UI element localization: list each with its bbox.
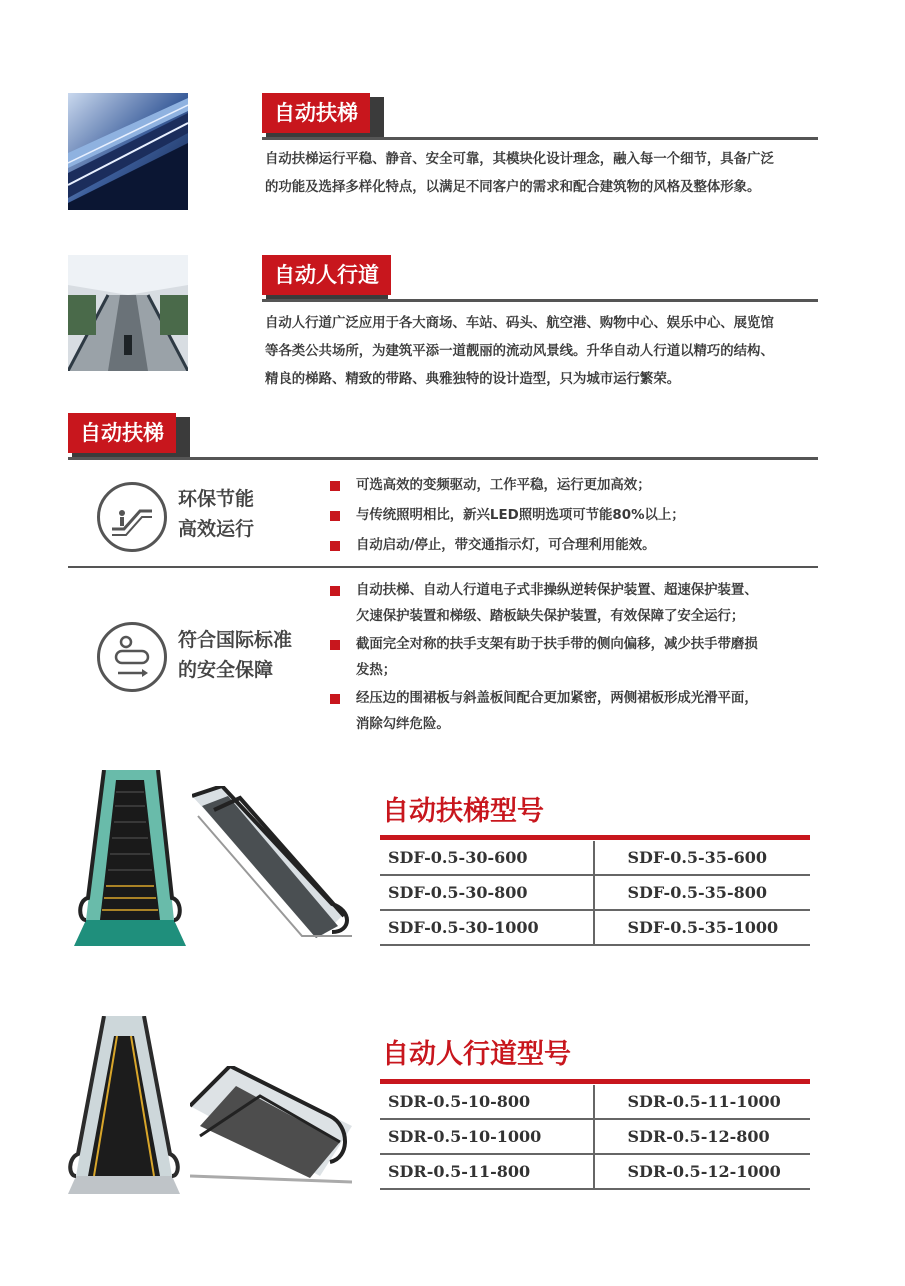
- section-title-features: 自动扶梯: [68, 413, 176, 453]
- feature-title-line: 高效运行: [178, 518, 255, 540]
- escalator-models-bar: [380, 835, 810, 840]
- escalator-models-title: 自动扶梯型号: [382, 796, 544, 827]
- model-cell: SDR-0.5-10-800: [380, 1085, 594, 1119]
- bullet-text: 经压边的围裙板与斜盖板间配合更加紧密，两侧裙板形成光滑平面，: [356, 691, 758, 706]
- escalator-photo: [68, 93, 188, 210]
- model-cell: SDR-0.5-11-800: [380, 1154, 594, 1189]
- text-line: 等各类公共场所，为建筑平添一道靓丽的流动风景线。升华自动人行道以精巧的结构、: [265, 344, 774, 359]
- bullet-text: 消除勾绊危险。: [356, 717, 450, 732]
- text-line: 的功能及选择多样化特点，以满足不同客户的需求和配合建筑物的风格及整体形象。: [265, 180, 761, 195]
- feature-title-energy: [178, 484, 254, 544]
- model-cell: SDR-0.5-12-800: [594, 1119, 810, 1154]
- feature-title-line: 环保节能: [178, 488, 255, 510]
- walkway-description: [265, 310, 825, 394]
- feature-title-line: 的安全保障: [178, 659, 274, 681]
- table-row: [380, 910, 810, 945]
- list-item: [330, 503, 810, 529]
- safety-person-icon: [97, 622, 167, 692]
- feature-divider: [68, 566, 818, 568]
- model-cell: SDF-0.5-30-600: [380, 841, 594, 875]
- bullet-square-icon: [330, 541, 340, 551]
- feature-title-line: 符合国际标准: [178, 629, 293, 651]
- model-cell: SDF-0.5-35-800: [594, 875, 810, 910]
- bullet-text: 截面完全对称的扶手支架有助于扶手带的侧向偏移，减少扶手带磨损: [356, 637, 758, 652]
- walkway-product-side-photo: [190, 1066, 352, 1186]
- section-title-escalator: 自动扶梯: [262, 93, 370, 133]
- section-title-walkway: 自动人行道: [262, 255, 391, 295]
- walkway-models-table: [380, 1085, 810, 1190]
- bullet-square-icon: [330, 481, 340, 491]
- bullet-square-icon: [330, 586, 340, 596]
- bullet-text: 自动扶梯、自动人行道电子式非操纵逆转保护装置、超速保护装置、: [356, 583, 758, 598]
- list-item: [330, 578, 820, 630]
- model-cell: SDR-0.5-10-1000: [380, 1119, 594, 1154]
- section-divider: [68, 457, 818, 460]
- bullet-square-icon: [330, 511, 340, 521]
- feature-title-safety: [178, 625, 292, 685]
- bullet-text: 自动启动/停止，带交通指示灯，可合理利用能效。: [356, 538, 656, 553]
- model-cell: SDF-0.5-30-800: [380, 875, 594, 910]
- escalator-models-table: [380, 841, 810, 946]
- bullet-text: 发热；: [356, 663, 397, 678]
- escalator-icon: [97, 482, 167, 552]
- list-item: [330, 632, 820, 684]
- walkway-product-front-photo: [68, 1016, 180, 1194]
- table-row: [380, 1085, 810, 1119]
- list-item: [330, 686, 820, 738]
- bullet-text: 可选高效的变频驱动，工作平稳，运行更加高效；: [356, 478, 651, 493]
- model-cell: SDR-0.5-12-1000: [594, 1154, 810, 1189]
- moving-walkway-photo: [68, 255, 188, 371]
- feature-bullets-energy: [330, 473, 810, 559]
- escalator-description: [265, 146, 825, 202]
- bullet-text: 与传统照明相比，新兴LED照明选项可节能80%以上；: [356, 508, 685, 523]
- table-row: [380, 841, 810, 875]
- model-cell: SDF-0.5-30-1000: [380, 910, 594, 945]
- bullet-text: 欠速保护装置和梯级、踏板缺失保护装置，有效保障了安全运行；: [356, 609, 745, 624]
- escalator-product-front-photo: [74, 770, 186, 946]
- table-row: [380, 1119, 810, 1154]
- model-cell: SDF-0.5-35-1000: [594, 910, 810, 945]
- text-line: 自动扶梯运行平稳、静音、安全可靠，其模块化设计理念，融入每一个细节，具备广泛: [265, 152, 774, 167]
- text-line: 自动人行道广泛应用于各大商场、车站、码头、航空港、购物中心、娱乐中心、展览馆: [265, 316, 774, 331]
- walkway-models-title: 自动人行道型号: [382, 1039, 571, 1070]
- walkway-models-bar: [380, 1079, 810, 1084]
- table-row: [380, 1154, 810, 1189]
- bullet-square-icon: [330, 694, 340, 704]
- model-cell: SDR-0.5-11-1000: [594, 1085, 810, 1119]
- bullet-square-icon: [330, 640, 340, 650]
- feature-bullets-safety: [330, 578, 820, 738]
- text-line: 精良的梯路、精致的带路、典雅独特的设计造型，只为城市运行繁荣。: [265, 372, 681, 387]
- escalator-product-side-photo: [192, 786, 352, 944]
- section-divider: [262, 299, 818, 302]
- section-divider: [262, 137, 818, 140]
- model-cell: SDF-0.5-35-600: [594, 841, 810, 875]
- list-item: [330, 533, 810, 559]
- table-row: [380, 875, 810, 910]
- list-item: [330, 473, 810, 499]
